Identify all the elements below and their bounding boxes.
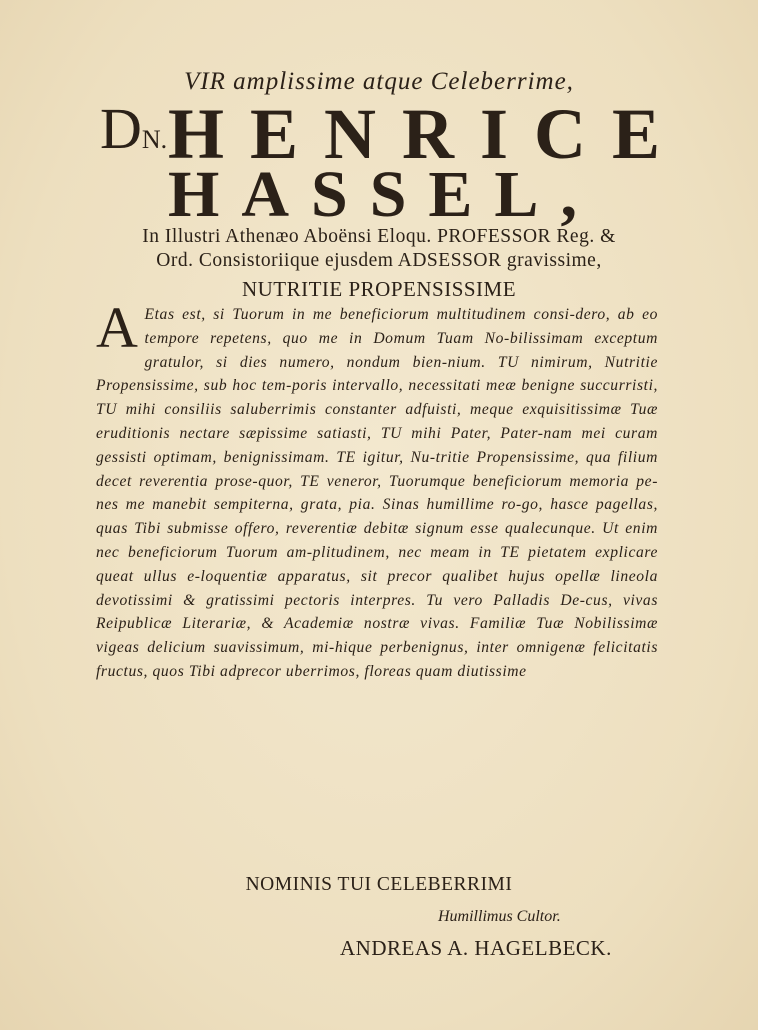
humble-servant: Humillimus Cultor.	[438, 908, 561, 925]
signer-name: ANDREAS A. HAGELBECK.	[340, 936, 612, 960]
dedication-body	[96, 295, 658, 684]
salutation: VIR amplissime atque Celeberrime,	[184, 68, 574, 95]
honorific	[100, 96, 168, 161]
drop-cap: A	[96, 295, 139, 360]
dedication-text: Etas est, si Tuorum in me beneficiorum multitudinem consi-dero, ab eo tempore repetens, quo me in Domum Tuam No-bilissimam exceptum gratulor, si dies numero, nondum bien-nium. TU nimirum, Nutritie Propensissime, sub hoc tem-poris intervallo, necessitati meæ benigne succurristi, TU mihi consiliis saluberrimis constanter adfuisti, meque exquisitissimæ Tuæ eruditionis nectare sæpissime satiasti, TU mihi Pater, Pater-nam mei curam gessisti optimam, benignissimam. TE igitur, Nu-tritie Propensissime, qua filium decet reverentia prose-quor, TE veneror, Tuorumque beneficiorum memoria pe-nes me manebit sempiterna, grata, pia. Sinas humillime ro-go, hasce pagellas, quas Tibi submisse offero, reverentiæ debitæ signum esse qualecunque. Ut enim nec beneficiorum Tuorum am-plitudinem, nec meam in TE pietatem explicare queat ullus e-loquentiæ apparatus, sit precor qualibet hujus opellæ lineola devotissimi & gratissimi pectoris interpres. Tu vero Palladis De-cus, vivas Reipublicæ Literariæ, & Academiæ nostræ vivas. Familiæ Tuæ Nobilissimæ vigeas delicium suavissimum, mi-hique perbenignus, inter omnigenæ felicitatis fructus, quos Tibi adprecor uberrimos, floreas quam diutissime	[96, 306, 658, 680]
title-line-1: In Illustri Athenæo Aboënsi Eloqu. PROFESSOR Reg. &	[142, 226, 616, 247]
first-name: HENRICE	[168, 94, 687, 174]
surname: HASSEL,	[168, 158, 599, 231]
closing-line: NOMINIS TUI CELEBERRIMI	[245, 874, 513, 895]
honorific-prefix: D	[100, 96, 142, 161]
title-line-3: NUTRITIE PROPENSISSIME	[241, 277, 517, 301]
title-line-2: Ord. Consistoriique ejusdem ADSESSOR gravissime,	[156, 250, 602, 271]
honorific-suffix: N.	[141, 125, 168, 154]
